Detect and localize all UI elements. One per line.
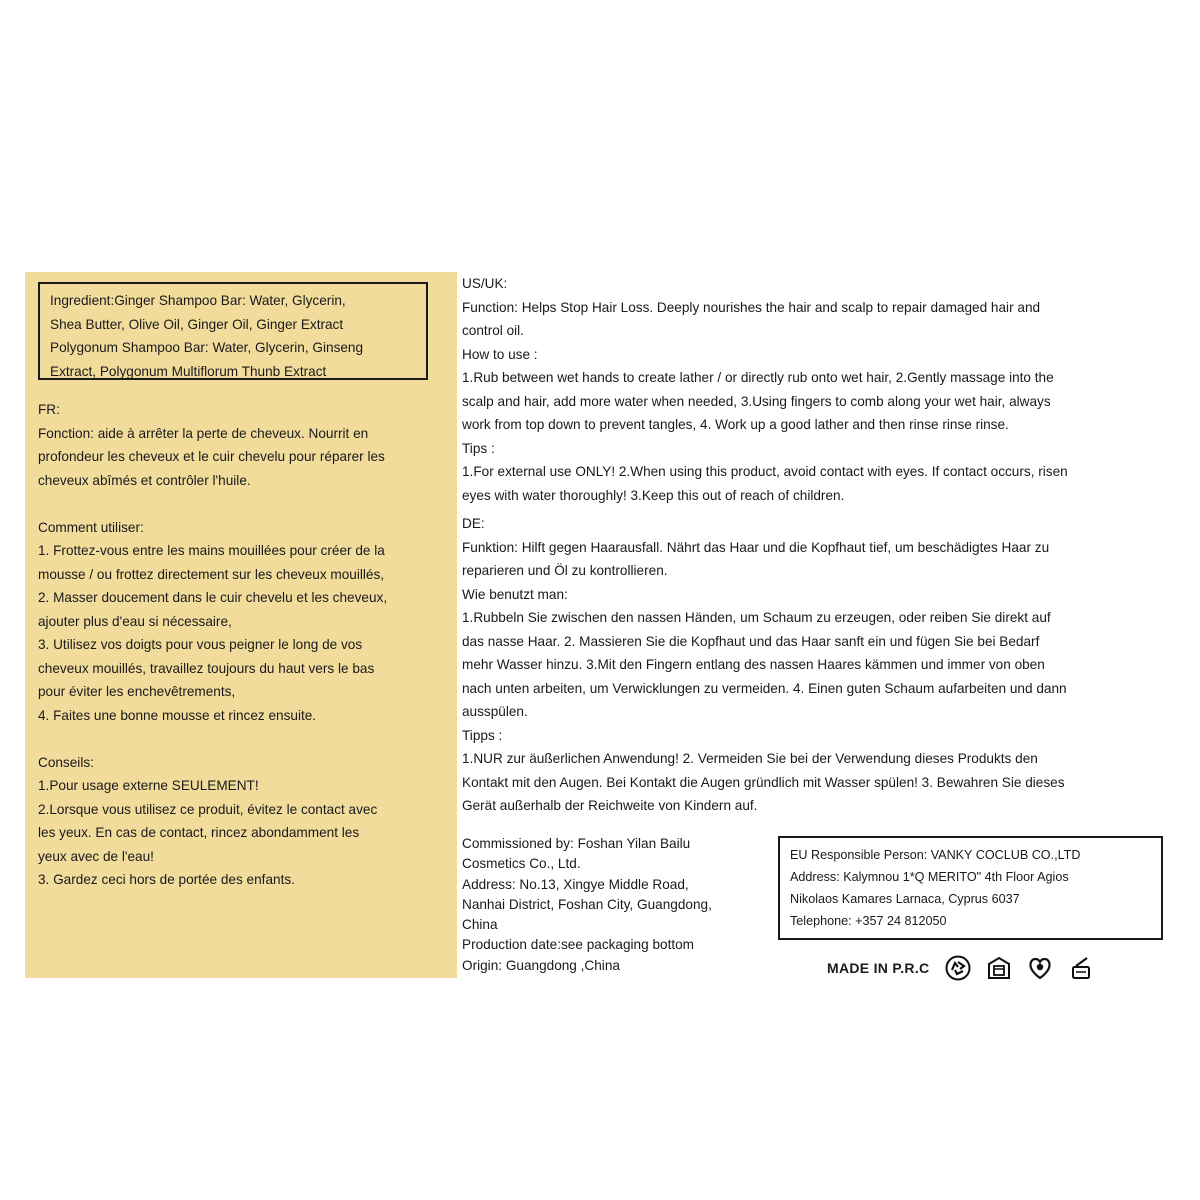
fr-function-line: cheveux abîmés et contrôler l'huile. <box>38 472 251 488</box>
us-usage-line: 1.Rub between wet hands to create lather / or directly rub onto wet hair, 2.Gently massage into the <box>462 370 1054 385</box>
manufacturer-line: Cosmetics Co., Ltd. <box>462 856 581 872</box>
fr-usage-line: 4. Faites une bonne mousse et rincez ensuite. <box>38 707 317 723</box>
fr-usage-line: 3. Utilisez vos doigts pour vous peigner le long de vos <box>38 637 363 652</box>
fr-tips-line: 3. Gardez ceci hors de portée des enfants. <box>38 872 295 887</box>
ingredient-line: Shea Butter, Olive Oil, Ginger Oil, Ginger Extract <box>50 316 344 332</box>
de-function-line: Funktion: Hilft gegen Haarausfall. Nährt das Haar und die Kopfhaut tief, um beschädigtes Haar zu <box>462 539 1050 555</box>
ingredient-line: Ingredient:Ginger Shampoo Bar: Water, Glycerin, <box>50 293 346 308</box>
fr-usage-line: 2. Masser doucement dans le cuir chevelu et les cheveux, <box>38 590 388 605</box>
expiry-jar-icon <box>1068 955 1094 981</box>
fr-tips-line: yeux avec de l'eau! <box>38 848 154 864</box>
fr-usage-line: ajouter plus d'eau si nécessaire, <box>38 613 232 629</box>
de-tips-line: Gerät außerhalb der Reichweite von Kindern auf. <box>462 798 758 813</box>
de-function-line: reparieren und Öl zu kontrollieren. <box>462 563 668 578</box>
fr-tips-heading: Conseils: <box>38 754 94 770</box>
ingredient-box <box>38 282 428 380</box>
fr-usage-heading: Comment utiliser: <box>38 519 144 535</box>
manufacturer-line: Nanhai District, Foshan City, Guangdong, <box>462 896 712 912</box>
manufacturer-line: Commissioned by: Foshan Yilan Bailu <box>462 836 691 851</box>
german-section <box>462 512 1175 818</box>
manufacturer-info <box>462 834 752 976</box>
de-usage-heading: Wie benutzt man: <box>462 586 568 602</box>
de-heading: DE: <box>462 516 485 531</box>
us-function-line: Function: Helps Stop Hair Loss. Deeply nourishes the hair and scalp to repair damaged hair and <box>462 299 1041 315</box>
eu-line: Telephone: +357 24 812050 <box>790 914 947 928</box>
fr-usage-line: mousse / ou frottez directement sur les cheveux mouillés, <box>38 566 385 582</box>
eu-line: Address: Kalymnou 1*Q MERITO" 4th Floor Agios <box>790 870 1069 884</box>
cosmetic-jar-icon <box>986 955 1012 981</box>
fr-heading: FR: <box>38 402 60 417</box>
french-section <box>38 398 448 892</box>
us-tips-line: 1.For external use ONLY! 2.When using this product, avoid contact with eyes. If contact occurs, risen <box>462 464 1068 479</box>
de-tips-line: Kontakt mit den Augen. Bei Kontakt die Augen gründlich mit Wasser spülen! 3. Bewahren Sie dieses <box>462 774 1065 790</box>
ingredient-line: Extract, Polygonum Multiflorum Thunb Extract <box>50 363 327 379</box>
made-in-label: MADE IN P.R.C <box>827 960 930 976</box>
manufacturer-line: Origin: Guangdong ,China <box>462 957 620 973</box>
de-tips-heading: Tipps : <box>462 727 503 743</box>
us-usage-line: work from top down to prevent tangles, 4. Work up a good lather and then rinse rinse rinse. <box>462 417 1009 432</box>
fr-tips-line: les yeux. En cas de contact, rincez abondamment les <box>38 825 360 840</box>
fr-function-line: profondeur les cheveux et le cuir chevelu pour réparer les <box>38 449 385 464</box>
fr-function-line: Fonction: aide à arrêter la perte de cheveux. Nourrit en <box>38 425 369 441</box>
fr-usage-line: pour éviter les enchevêtrements, <box>38 684 236 699</box>
product-label <box>25 272 1175 978</box>
recycle-icon <box>945 955 971 981</box>
us-usage-heading: How to use : <box>462 346 538 362</box>
de-usage-line: ausspülen. <box>462 704 528 719</box>
left-panel <box>25 272 457 978</box>
eu-responsible-person-box <box>778 836 1163 940</box>
us-usage-line: scalp and hair, add more water when needed, 3.Using fingers to comb along your wet hair, always <box>462 393 1051 409</box>
english-section <box>462 272 1175 507</box>
eu-line: EU Responsible Person: VANKY COCLUB CO.,LTD <box>790 848 1081 862</box>
de-tips-line: 1.NUR zur äußerlichen Anwendung! 2. Vermeiden Sie bei der Verwendung dieses Produkts den <box>462 751 1038 766</box>
de-usage-line: nach unten arbeiten, um Verwicklungen zu vermeiden. 4. Einen guten Schaum aufarbeiten und dann <box>462 680 1067 696</box>
de-usage-line: 1.Rubbeln Sie zwischen den nassen Händen, um Schaum zu erzeugen, oder reiben Sie direkt auf <box>462 610 1051 625</box>
eu-line: Nikolaos Kamares Larnaca, Cyprus 6037 <box>790 892 1020 906</box>
fr-usage-line: 1. Frottez-vous entre les mains mouillées pour créer de la <box>38 543 385 558</box>
manufacturer-line: Address: No.13, Xingye Middle Road, <box>462 876 689 892</box>
us-heading: US/UK: <box>462 276 508 291</box>
de-usage-line: das nasse Haar. 2. Massieren Sie die Kopfhaut und das Haar sanft ein und fügen Sie bei Bedarf <box>462 633 1040 649</box>
fr-tips-line: 2.Lorsque vous utilisez ce produit, évitez le contact avec <box>38 801 378 817</box>
fr-tips-line: 1.Pour usage externe SEULEMENT! <box>38 778 259 793</box>
right-panel <box>462 272 1175 818</box>
us-tips-heading: Tips : <box>462 440 495 456</box>
de-usage-line: mehr Wasser hinzu. 3.Mit den Fingern entlang des nassen Haares kämmen und immer von oben <box>462 657 1045 672</box>
fr-usage-line: cheveux mouillés, travaillez toujours du haut vers le bas <box>38 660 375 676</box>
manufacturer-line: Production date:see packaging bottom <box>462 937 695 953</box>
us-function-line: control oil. <box>462 323 524 338</box>
ingredient-line: Polygonum Shampoo Bar: Water, Glycerin, Ginseng <box>50 340 364 355</box>
origin-symbols-row <box>827 954 1109 982</box>
cruelty-free-icon <box>1027 955 1053 981</box>
manufacturer-line: China <box>462 917 498 933</box>
us-tips-line: eyes with water thoroughly! 3.Keep this out of reach of children. <box>462 487 845 503</box>
